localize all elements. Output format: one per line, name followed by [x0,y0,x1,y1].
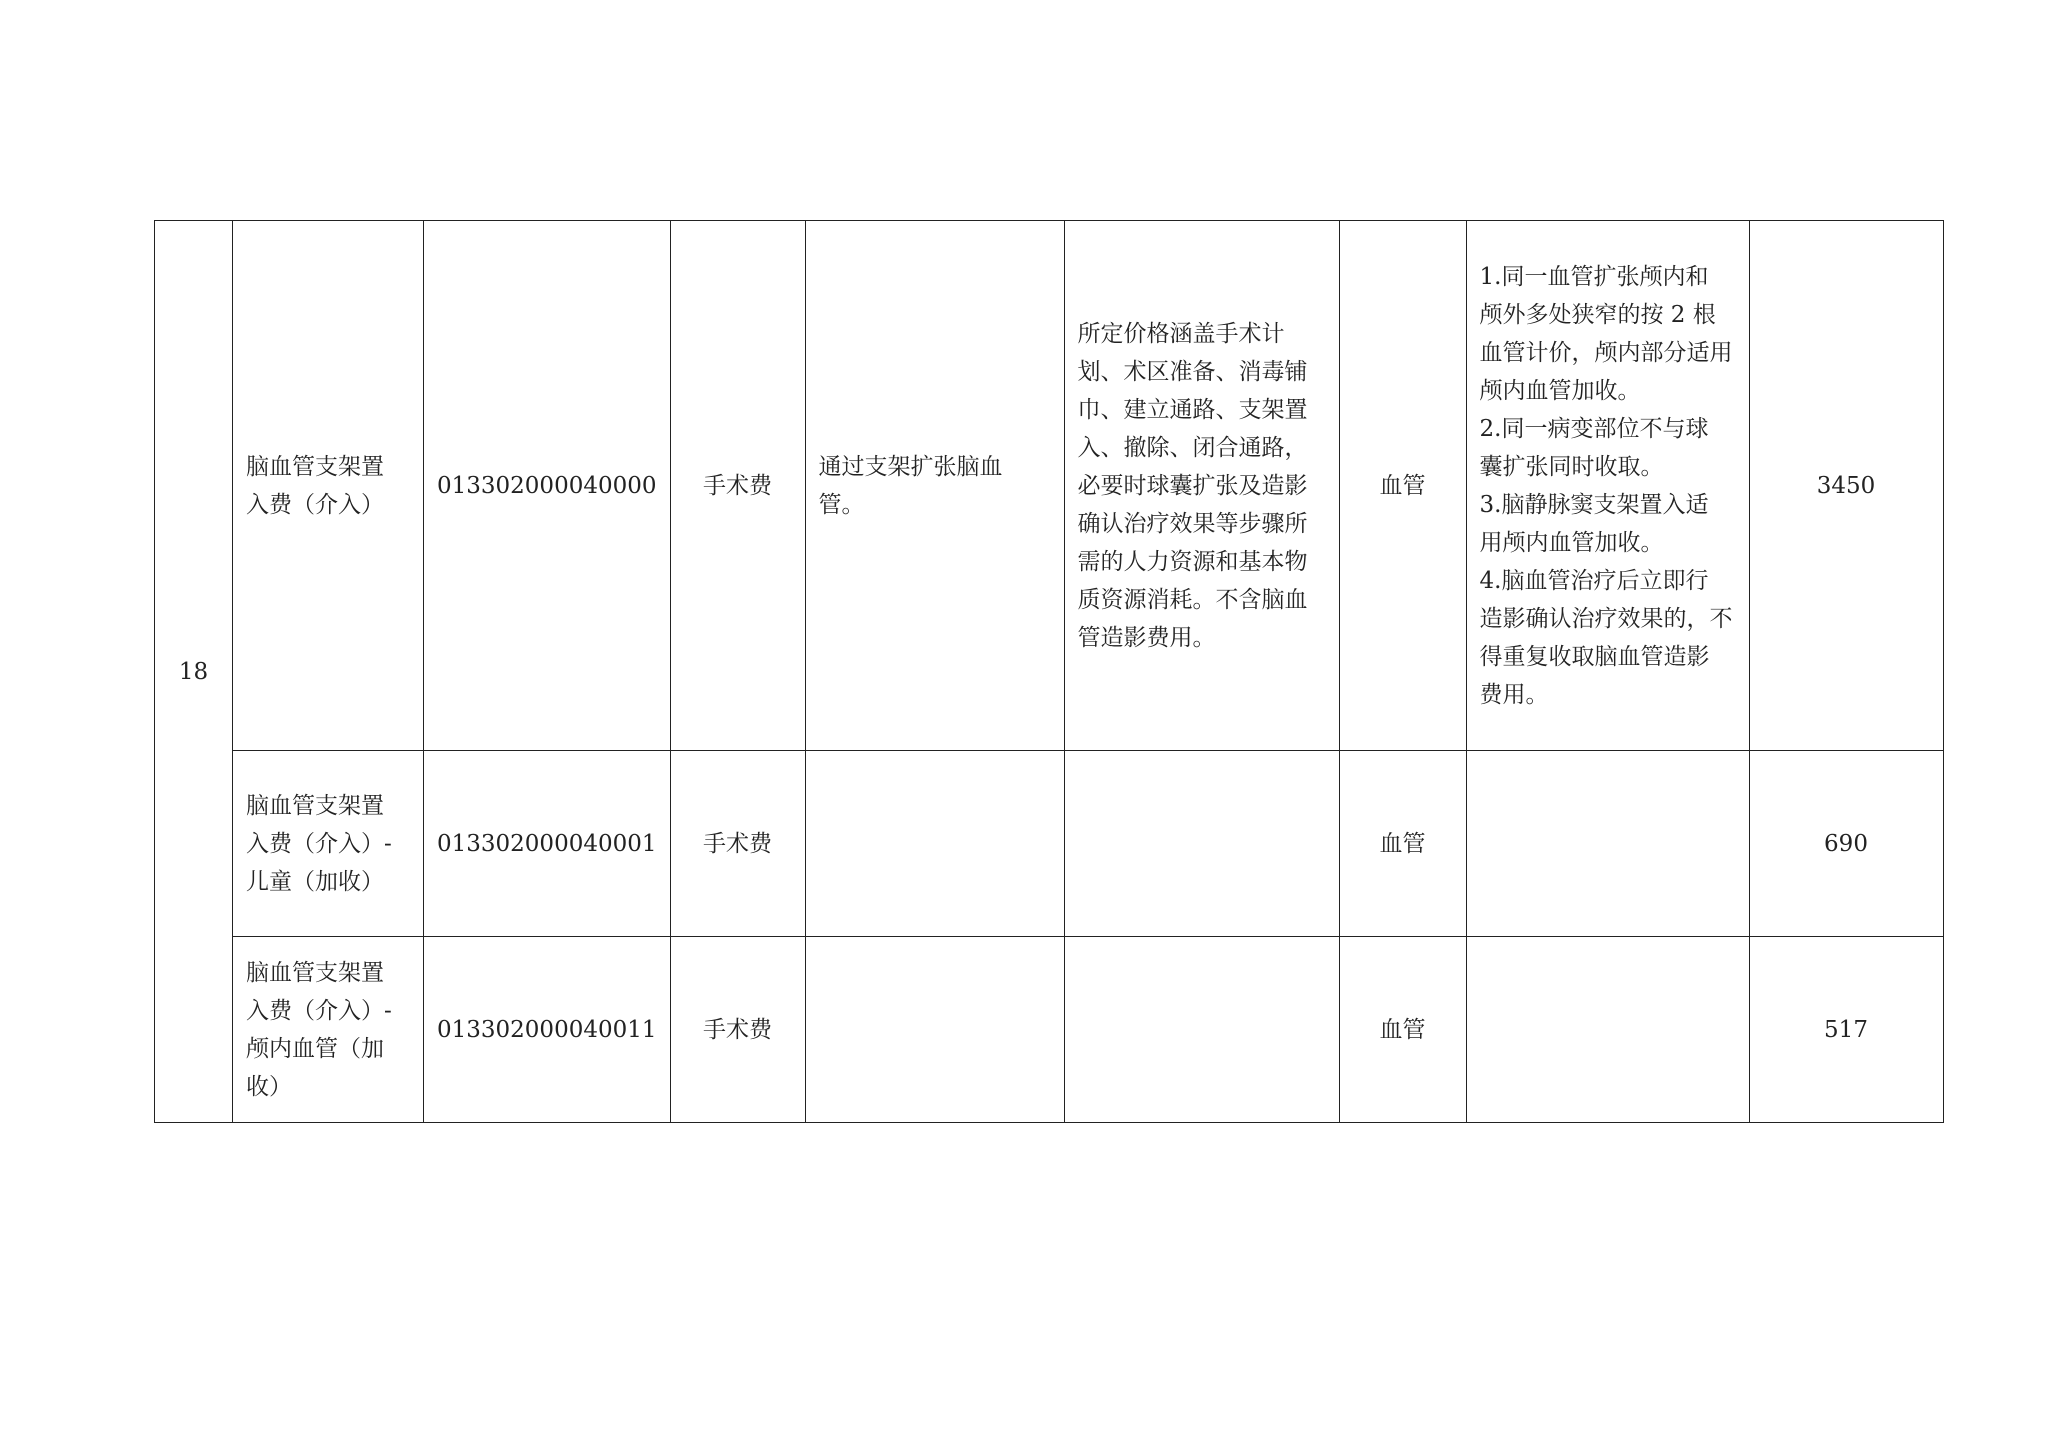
row-number-cell: 18 [155,221,233,1123]
table-row [155,221,1944,751]
item-code-cell: 013302000040001 [424,751,671,937]
item-name-cell: 脑血管支架置 入费（介入）- 颅内血管（加 收） [233,937,424,1123]
item-category-cell: 手术费 [670,221,805,751]
item-unit-cell: 血管 [1339,937,1466,1123]
item-category-cell: 手术费 [670,751,805,937]
item-unit-cell: 血管 [1339,751,1466,937]
item-connotation-cell: 通过支架扩张脑血 管。 [805,221,1064,751]
item-unit-cell: 血管 [1339,221,1466,751]
item-name-cell: 脑血管支架置 入费（介入）- 儿童（加收） [233,751,424,937]
table-row [155,751,1944,937]
price-table [154,220,1944,1123]
item-price-cell: 690 [1749,751,1943,937]
item-category-cell: 手术费 [670,937,805,1123]
item-scope-cell [1064,751,1339,937]
item-notes-cell [1466,937,1749,1123]
item-connotation-cell [805,751,1064,937]
item-price-cell: 517 [1749,937,1943,1123]
item-scope-cell [1064,937,1339,1123]
item-name-cell: 脑血管支架置 入费（介入） [233,221,424,751]
item-price-cell: 3450 [1749,221,1943,751]
item-code-cell: 013302000040011 [424,937,671,1123]
item-notes-cell: 1.同一血管扩张颅内和 颅外多处狭窄的按 2 根 血管计价，颅内部分适用 颅内血管加收。 2.同一病变部位不与球 囊扩张同时收取。 3.脑静脉窦支架置入适 用颅内血管加收。 4.脑血管治疗后立即行 造影确认治疗效果的，不 得重复收取脑血管造影 费用。 [1466,221,1749,751]
item-connotation-cell [805,937,1064,1123]
item-notes-cell [1466,751,1749,937]
item-code-cell: 013302000040000 [424,221,671,751]
table-row [155,937,1944,1123]
item-scope-cell: 所定价格涵盖手术计 划、术区准备、消毒铺 巾、建立通路、支架置 入、撤除、闭合通路， 必要时球囊扩张及造影 确认治疗效果等步骤所 需的人力资源和基本物 质资源消耗。不含脑血 管造影费用。 [1064,221,1339,751]
